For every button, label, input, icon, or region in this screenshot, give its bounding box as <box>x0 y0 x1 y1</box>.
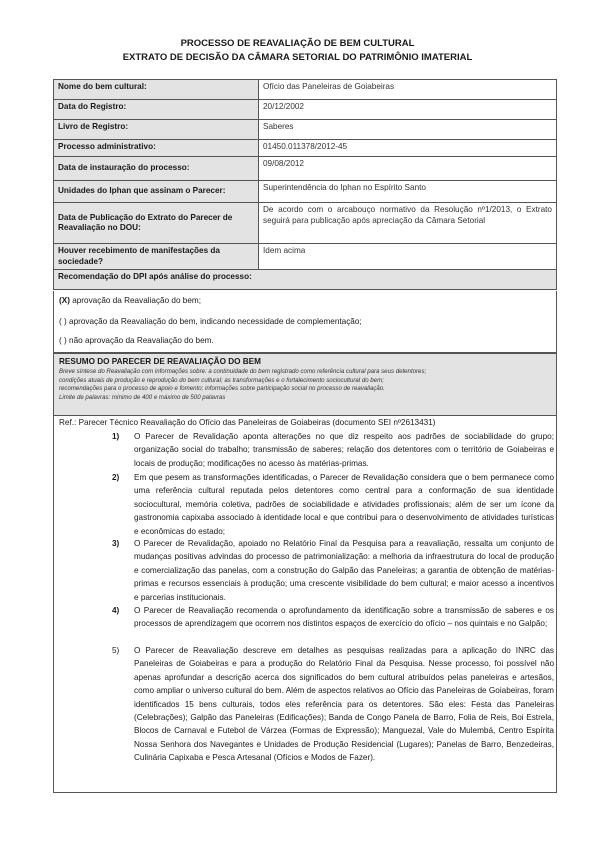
recommendation-options <box>53 291 557 353</box>
summary-desc-line: recomendações para o processo de apoio e fomento; informações sobre participação social no processo de reavaliação. <box>59 385 385 393</box>
table-row <box>54 120 557 140</box>
option-text: aprovação da Reavaliação do bem, indicando necessidade de complementação; <box>69 317 362 326</box>
field-value-data-registro: 20/12/2002 <box>259 100 557 120</box>
option-approval <box>59 296 201 305</box>
summary-header <box>53 353 557 416</box>
document-title: PROCESSO DE REAVALIAÇÃO DE BEM CULTURAL <box>180 38 415 49</box>
item-number: 2) <box>112 473 120 482</box>
info-table <box>53 79 557 290</box>
field-label-unidades: Unidades do Iphan que assinam o Parecer: <box>54 181 259 203</box>
summary-desc-line: condições atuais de produção e reprodução do bem cultural; as transformações e o fortalecimento sociocultural do bem; <box>59 376 384 384</box>
option-text: aprovação da Reavaliação do bem; <box>72 296 202 305</box>
item-text: O Parecer de Revalidação aponta alterações no que diz respeito aos padrões de sociabilidade do grupo; organização social do trabalho; transmissão de saberes; relação dos detentores com o território de Goiabeiras e locais de produção; modificações no acesso às matérias-primas. <box>134 432 554 468</box>
list-item <box>112 537 554 604</box>
field-label-data-registro: Data do Registro: <box>54 100 259 120</box>
table-row <box>54 100 557 120</box>
field-label-bem: Nome do bem cultural: <box>54 80 259 100</box>
field-value-processo: 01450.011378/2012-45 <box>259 140 557 157</box>
table-row <box>54 140 557 157</box>
option-mark: ( ) <box>59 317 67 326</box>
table-row <box>54 181 557 203</box>
item-number: 5) <box>112 646 120 655</box>
table-row <box>54 244 557 270</box>
item-number: 3) <box>112 539 120 548</box>
list-item <box>112 471 554 538</box>
field-value-bem: Ofício das Paneleiras de Goiabeiras <box>259 80 557 100</box>
field-value-livro: Saberes <box>259 120 557 140</box>
summary-desc-line: Limite de palavras: mínimo de 400 e máximo de 500 palavras <box>59 393 226 401</box>
field-label-processo: Processo administrativo: <box>54 140 259 157</box>
option-mark: (X) <box>59 296 70 305</box>
item-text: O Parecer de Reavaliação recomenda o aprofundamento da identificação sobre a transmissão de saberes e os processos de aprendizagem que ocorrem nos distintos espaços de exercício do ofício – nos quintais e no Galpão; <box>134 606 554 629</box>
field-value-publicacao: De acordo com o arcabouço normativo da Resolução nº1/2013, o Extrato seguirá para publicação após apreciação da Câmara Setorial <box>259 203 557 244</box>
document-subtitle: EXTRATO DE DECISÃO DA CÂMARA SETORIAL DO PATRIMÔNIO IMATERIAL <box>122 52 473 63</box>
option-approval-complement <box>59 317 362 326</box>
item-text: O Parecer de Reavaliação descreve em detalhes as pesquisas realizadas para a aplicação do INRC das Paneleiras de Goiabeiras e para a produção do Relatório Final da Pesquisa. Nesse processo, foi possível não apenas aprofundar a descrição acerca dos significados do bem cultural atribuídos pelas paneleiras e artesãos, como ampliar o universo cultural do bem. Além de aspectos relativos ao Ofício das Paneleiras de Goiabeiras, foram identificados 15 bens culturais, todos eles referência para os detentores. São eles: Festa das Paneleiras (Celebrações); Galpão das Paneleiras (Edificações); Banda de Congo Panela de Barro, Folia de Reis, Boi Estrela, Blocos de Carnaval e Futebol de Várzea (Formas de Expressão); Manguezal, Vale do Mulembá, Centro Espírita Nossa Senhora dos Navegantes e Unidades de Produção Residencial (Lugares); Panelas de Barro, Benzedeiras, Culinária Capixaba e Pesca Artesanal (Ofícios e Modos de Fazer). <box>134 646 554 763</box>
summary-heading: RESUMO DO PARECER DE REAVALIAÇÃO DO BEM <box>59 357 261 366</box>
recommendation-header: Recomendação do DPI após análise do processo: <box>54 270 557 290</box>
summary-body <box>53 415 557 793</box>
field-label-manifestacoes: Houver recebimento de manifestações da sociedade? <box>54 244 259 270</box>
list-item <box>112 604 554 631</box>
option-text: não aprovação da Reavaliação do bem. <box>69 336 214 345</box>
list-item <box>112 430 554 470</box>
table-row <box>54 80 557 100</box>
item-number: 4) <box>112 606 120 615</box>
field-value-instauracao: 09/08/2012 <box>259 157 557 181</box>
summary-description <box>59 368 553 402</box>
summary-desc-line: Breve síntese do Reavaliação com informações sobre: a continuidade do bem registrado como referência cultural para seus detentores; <box>59 368 427 375</box>
item-number: 1) <box>112 432 120 441</box>
list-item <box>112 644 554 765</box>
field-label-instauracao: Data de instauração do processo: <box>54 157 259 181</box>
field-label-publicacao: Data de Publicação do Extrato do Parecer de Reavaliação no DOU: <box>54 203 259 244</box>
option-disapproval <box>59 336 214 345</box>
table-row <box>54 270 557 290</box>
item-text: O Parecer de Revalidação, apoiado no Relatório Final da Pesquisa para a reavaliação, ressalta um conjunto de mudanças positivas advindas do processo de patrimonialização: a melhoria da infraestrutura do local de produção e comercialização das panelas, com a construção do Galpão das Paneleiras; a garantia de obtenção de matérias-primas e recursos essenciais à produção; uma crescente visibilidade do bem cultural; e maior acesso a incentivos e parcerias institucionais. <box>134 539 554 602</box>
option-mark: ( ) <box>59 336 67 345</box>
item-text: Em que pesem as transformações identificadas, o Parecer de Revalidação considera que o bem permanece como uma referência cultural reputada pelos detentores como central para a conformação de sua identidade sociocultural, memória coletiva, padrões de sociabilidade e atividades profissionais; além de ser um ícone da gastronomia capixaba associado à identidade local e que contribui para o desenvolvimento de atividades turísticas e econômicas do estado; <box>134 473 554 536</box>
table-row <box>54 157 557 181</box>
field-value-manifestacoes: Idem acima <box>259 244 557 270</box>
reference-line: Ref.: Parecer Técnico Reavaliação do Ofício das Paneleiras de Goiabeiras (documento SEI nº2613431) <box>59 418 436 427</box>
field-value-unidades: Superintendência do Iphan no Espírito Santo <box>259 181 557 203</box>
field-label-livro: Livro de Registro: <box>54 120 259 140</box>
table-row <box>54 203 557 244</box>
